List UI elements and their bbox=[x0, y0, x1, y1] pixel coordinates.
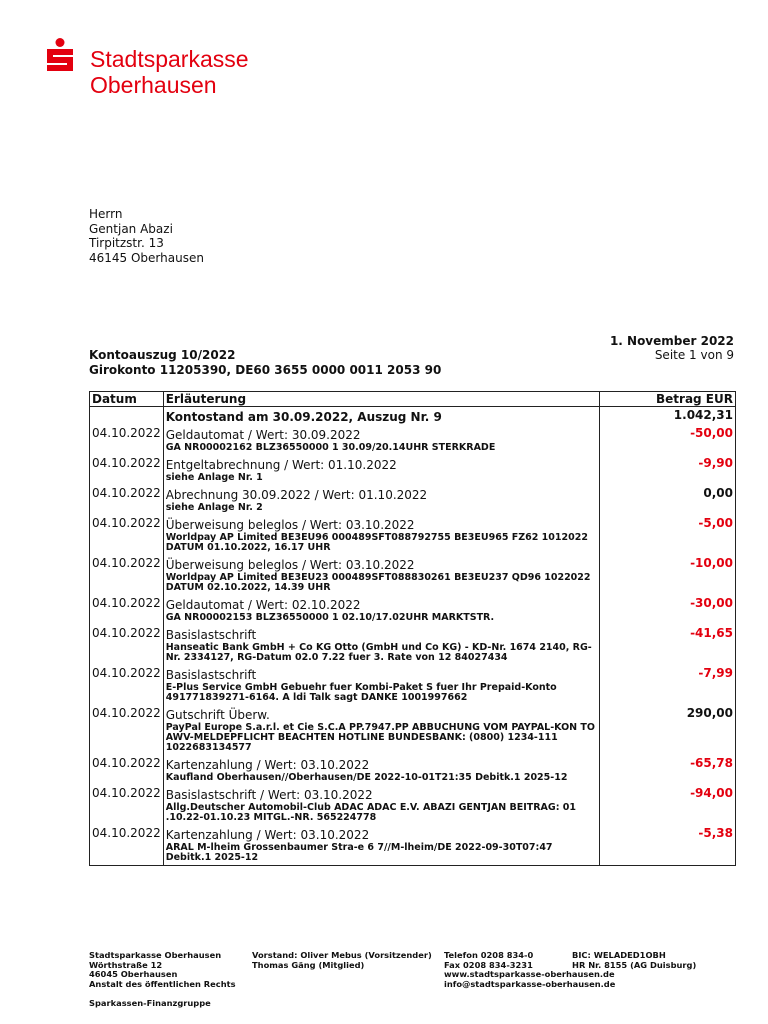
opening-date bbox=[90, 407, 164, 426]
transactions-table bbox=[89, 391, 736, 866]
recipient-street: Tirpitzstr. 13 bbox=[89, 236, 164, 250]
transaction-amount: -5,38 bbox=[600, 825, 736, 866]
opening-balance-row bbox=[90, 407, 736, 426]
transaction-title: Geldautomat / Wert: 30.09.2022 bbox=[165, 428, 361, 442]
recipient-city: 46145 Oberhausen bbox=[89, 250, 204, 265]
transaction-date: 04.10.2022 bbox=[90, 555, 164, 595]
transaction-detail: Kaufland Oberhausen//Oberhausen/DE 2022-10-01T21:35 Debitk.1 2025-12 bbox=[165, 772, 568, 783]
transaction-amount: -30,00 bbox=[600, 595, 736, 625]
transaction-amount: -50,00 bbox=[600, 425, 736, 455]
transaction-date: 04.10.2022 bbox=[90, 625, 164, 665]
footer-line: Wörthstraße 12 bbox=[89, 959, 163, 970]
transaction-detail: Worldpay AP Limited BE3EU23 000489SFT088830261 BE3EU237 QD96 1022022 DATUM 02.10.2022, 14.39 UHR bbox=[165, 572, 591, 593]
statement-title: Kontoauszug 10/2022 bbox=[89, 348, 236, 362]
footer-address bbox=[89, 951, 236, 1009]
transaction-detail: ARAL M-lheim Grossenbaumer Stra-e 6 7//M-lheim/DE 2022-09-30T07:47 Debitk.1 2025-12 bbox=[165, 842, 553, 863]
footer-line: Vorstand: Oliver Mebus (Vorsitzender) bbox=[252, 950, 432, 960]
transaction-title: Kartenzahlung / Wert: 03.10.2022 bbox=[165, 828, 370, 842]
transaction-date: 04.10.2022 bbox=[90, 515, 164, 555]
transaction-detail: GA NR00002162 BLZ36550000 1 30.09/20.14UHR STERKRADE bbox=[165, 442, 496, 453]
transaction-row bbox=[90, 825, 736, 866]
transaction-date: 04.10.2022 bbox=[90, 455, 164, 485]
bank-name-line2: Oberhausen bbox=[90, 72, 217, 98]
account-info: Girokonto 11205390, DE60 3655 0000 0011 2053 90 bbox=[89, 363, 442, 377]
footer-fax: Fax 0208 834-3231 bbox=[444, 959, 533, 970]
transaction-detail: PayPal Europe S.a.r.l. et Cie S.C.A PP.7947.PP ABBUCHUNG VOM PAYPAL-KON TO AWV-MELDEPFLICHT BEACHTEN HOTLINE BUNDESBANK: (0800) 1234-111 1022683134577 bbox=[165, 722, 595, 753]
table-header-row bbox=[90, 392, 736, 407]
opening-balance-amount: 1.042,31 bbox=[600, 407, 736, 426]
transaction-amount: -7,99 bbox=[600, 665, 736, 705]
opening-balance-label: Kontostand am 30.09.2022, Auszug Nr. 9 bbox=[165, 410, 442, 424]
transaction-title: Basislastschrift / Wert: 03.10.2022 bbox=[165, 788, 373, 802]
transaction-title: Basislastschrift bbox=[165, 628, 257, 642]
transaction-amount: 0,00 bbox=[600, 485, 736, 515]
transaction-row bbox=[90, 555, 736, 595]
transaction-detail: Hanseatic Bank GmbH + Co KG Otto (GmbH und Co KG) - KD-Nr. 1674 2140, RG-Nr. 2334127, RG-Datum 02.0 7.22 fuer 3. Rate von 12 84027434 bbox=[165, 642, 592, 663]
transaction-detail: Allg.Deutscher Automobil-Club ADAC ADAC E.V. ABAZI GENTJAN BEITRAG: 01 .10.22-01.10.23 MITGL.-NR. 565224778 bbox=[165, 802, 577, 823]
bank-name bbox=[90, 46, 249, 98]
transaction-title: Überweisung beleglos / Wert: 03.10.2022 bbox=[165, 558, 415, 572]
transaction-amount: -10,00 bbox=[600, 555, 736, 595]
footer-website-link[interactable]: www.stadtsparkasse-oberhausen.de bbox=[444, 969, 615, 980]
recipient-address bbox=[89, 207, 204, 265]
transaction-row bbox=[90, 785, 736, 825]
transaction-title: Kartenzahlung / Wert: 03.10.2022 bbox=[165, 758, 370, 772]
transaction-title: Abrechnung 30.09.2022 / Wert: 01.10.2022 bbox=[165, 488, 428, 502]
transaction-amount: 290,00 bbox=[600, 705, 736, 755]
transaction-row bbox=[90, 425, 736, 455]
footer-group: Sparkassen-Finanzgruppe bbox=[89, 997, 211, 1008]
footer-bic: BIC: WELADED1OBH bbox=[572, 950, 666, 960]
footer-email-link[interactable]: info@stadtsparkasse-oberhausen.de bbox=[444, 978, 616, 989]
transactions-body bbox=[90, 407, 736, 866]
transaction-detail: siehe Anlage Nr. 1 bbox=[165, 472, 263, 483]
transaction-date: 04.10.2022 bbox=[90, 705, 164, 755]
transaction-date: 04.10.2022 bbox=[90, 665, 164, 705]
transaction-row bbox=[90, 455, 736, 485]
transaction-amount: -41,65 bbox=[600, 625, 736, 665]
transaction-row bbox=[90, 595, 736, 625]
page-number: Seite 1 von 9 bbox=[654, 348, 734, 362]
sparkasse-logo bbox=[44, 38, 76, 72]
recipient-name: Gentjan Abazi bbox=[89, 221, 173, 236]
transaction-date: 04.10.2022 bbox=[90, 755, 164, 785]
transaction-row bbox=[90, 625, 736, 665]
transaction-amount: -5,00 bbox=[600, 515, 736, 555]
statement-header bbox=[89, 348, 441, 378]
transaction-row bbox=[90, 515, 736, 555]
transaction-row bbox=[90, 485, 736, 515]
statement-date: 1. November 2022 bbox=[609, 334, 734, 348]
col-amount-header: Betrag EUR bbox=[600, 392, 736, 407]
footer-line: 46045 Oberhausen bbox=[89, 969, 178, 980]
transaction-detail: E-Plus Service GmbH Gebuehr fuer Kombi-Paket S fuer Ihr Prepaid-Konto 491771839271-6164. A ldi Talk sagt DANKE 1001997662 bbox=[165, 682, 557, 703]
footer-phone: Telefon 0208 834-0 bbox=[444, 950, 534, 960]
transaction-title: Überweisung beleglos / Wert: 03.10.2022 bbox=[165, 518, 415, 532]
transaction-row bbox=[90, 755, 736, 785]
footer-board bbox=[252, 951, 432, 970]
transaction-amount: -9,90 bbox=[600, 455, 736, 485]
transaction-amount: -65,78 bbox=[600, 755, 736, 785]
transaction-title: Basislastschrift bbox=[165, 668, 257, 682]
date-block bbox=[610, 334, 734, 362]
transaction-date: 04.10.2022 bbox=[90, 595, 164, 625]
transaction-date: 04.10.2022 bbox=[90, 825, 164, 866]
transaction-row bbox=[90, 665, 736, 705]
bank-name-line1: Stadtsparkasse bbox=[90, 46, 249, 72]
transaction-detail: GA NR00002153 BLZ36550000 1 02.10/17.02UHR MARKTSTR. bbox=[165, 612, 495, 623]
transaction-detail: Worldpay AP Limited BE3EU96 000489SFT088792755 BE3EU965 FZ62 1012022 DATUM 01.10.2022, 16.17 UHR bbox=[165, 532, 588, 553]
footer-hr: HR Nr. 8155 (AG Duisburg) bbox=[572, 959, 697, 970]
transaction-title: Entgeltabrechnung / Wert: 01.10.2022 bbox=[165, 458, 397, 472]
transaction-amount: -94,00 bbox=[600, 785, 736, 825]
transaction-title: Geldautomat / Wert: 02.10.2022 bbox=[165, 598, 361, 612]
footer-registry bbox=[572, 951, 696, 970]
footer-line: Anstalt des öffentlichen Rechts bbox=[89, 978, 236, 989]
transaction-date: 04.10.2022 bbox=[90, 785, 164, 825]
transaction-title: Gutschrift Überw. bbox=[165, 708, 270, 722]
transaction-row bbox=[90, 705, 736, 755]
salutation: Herrn bbox=[89, 207, 123, 221]
footer-line: Thomas Gäng (Mitglied) bbox=[252, 959, 365, 970]
col-description-header: Erläuterung bbox=[163, 392, 599, 407]
transaction-date: 04.10.2022 bbox=[90, 485, 164, 515]
transaction-detail: siehe Anlage Nr. 2 bbox=[165, 502, 263, 513]
col-date-header: Datum bbox=[90, 392, 164, 407]
footer-line: Stadtsparkasse Oberhausen bbox=[89, 950, 222, 960]
transaction-date: 04.10.2022 bbox=[90, 425, 164, 455]
sparkasse-s-logo-icon bbox=[44, 38, 76, 72]
